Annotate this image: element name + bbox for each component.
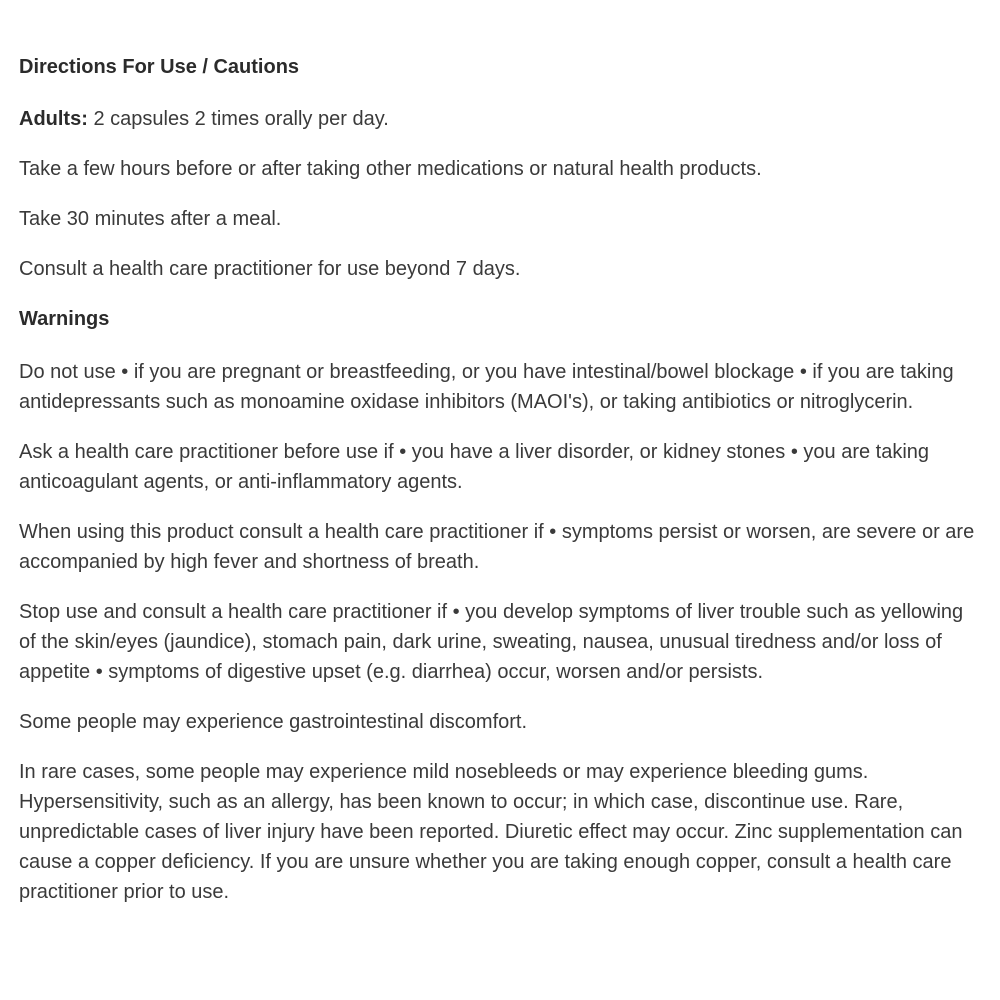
adults-dosage — [19, 104, 979, 134]
adults-label: Adults: — [19, 108, 88, 130]
ask-practitioner-text: Ask a health care practitioner before use if • you have a liver disorder, or kidney stones • you are taking anticoagulant agents, or anti-inflammatory agents. — [19, 441, 930, 493]
when-using-text: When using this product consult a health care practitioner if • symptoms persist or worsen, are severe or are accompanied by high fever and shortness of breath. — [19, 521, 975, 573]
rare-cases-text: In rare cases, some people may experience mild nosebleeds or may experience bleeding gums. Hypersensitivity, such as an allergy, has been known to occur; in which case, discontinue use. Rare, unpredictable cases of liver injury have been reported. Diuretic effect may occur. Zinc supplementation can cause a copper deficiency. If you are unsure whether you are taking enough copper, consult a health care practitioner prior to use. — [19, 761, 963, 903]
gi-discomfort-text: Some people may experience gastrointestinal discomfort. — [19, 711, 528, 733]
medication-timing-text: Take a few hours before or after taking other medications or natural health products. — [19, 158, 762, 180]
do-not-use-text: Do not use • if you are pregnant or breastfeeding, or you have intestinal/bowel blockage • if you are taking antidepressants such as monoamine oxidase inhibitors (MAOI's), or taking antibiotics or nitroglycerin. — [19, 361, 954, 413]
adults-text: 2 capsules 2 times orally per day. — [87, 108, 389, 130]
meal-timing-text: Take 30 minutes after a meal. — [19, 208, 282, 230]
warnings-heading: Warnings — [19, 308, 110, 330]
directions-heading: Directions For Use / Cautions — [19, 56, 300, 78]
duration-text: Consult a health care practitioner for use beyond 7 days. — [19, 258, 521, 280]
stop-use-text: Stop use and consult a health care practitioner if • you develop symptoms of liver trouble such as yellowing of the skin/eyes (jaundice), stomach pain, dark urine, sweating, nausea, unusual tiredness and/or loss of appetite • symptoms of digestive upset (e.g. diarrhea) occur, worsen and/or persists. — [19, 601, 964, 683]
